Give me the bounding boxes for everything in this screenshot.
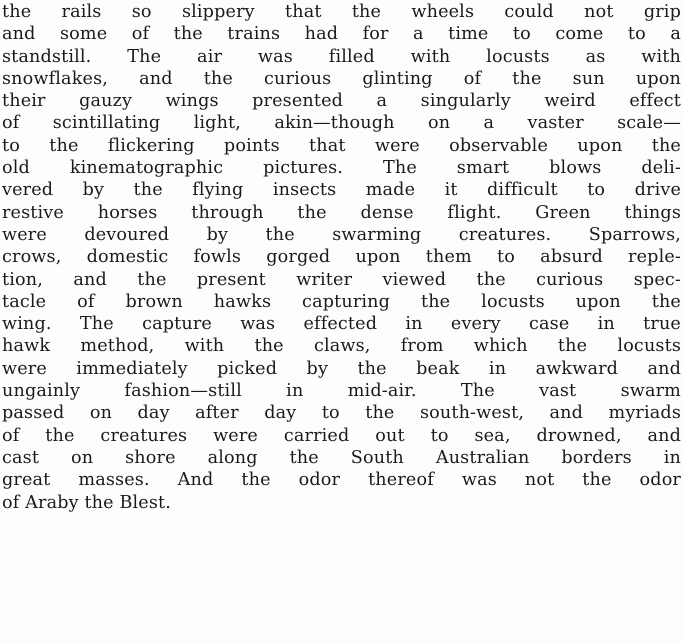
text-line: restive horses through the dense flight. Green things <box>2 202 681 223</box>
text-line: crows, domestic fowls gorged upon them to absurd reple- <box>2 247 681 268</box>
text-line: ungainly fashion—still in mid-air. The vast swarm <box>2 381 681 402</box>
text-line: tacle of brown hawks capturing the locusts upon the <box>2 291 681 312</box>
text-line: passed on day after day to the south-west, and myriads <box>2 403 681 424</box>
text-line: were devoured by the swarming creatures. Sparrows, <box>2 224 681 245</box>
text-line: the rails so slippery that the wheels could not grip <box>2 2 681 22</box>
text-line: to the flickering points that were observable upon the <box>2 135 681 156</box>
text-line: of Araby the Blest. <box>2 492 172 513</box>
text-line: hawk method, with the claws, from which the locusts <box>2 336 681 357</box>
text-line: snowflakes, and the curious glinting of the sun upon <box>2 68 681 89</box>
text-line: of the creatures were carried out to sea, drowned, and <box>2 425 681 446</box>
text-line: wing. The capture was effected in every case in true <box>2 314 681 335</box>
article-text <box>2 1 681 514</box>
text-line: old kinematographic pictures. The smart blows deli- <box>2 158 681 179</box>
text-line: were immediately picked by the beak in awkward and <box>2 358 681 379</box>
text-line: of scintillating light, akin—though on a vaster scale— <box>2 113 681 134</box>
text-line: their gauzy wings presented a singularly weird effect <box>2 91 681 112</box>
text-line: cast on shore along the South Australian borders in <box>2 447 681 468</box>
text-line: vered by the flying insects made it difficult to drive <box>2 180 681 201</box>
text-line: great masses. And the odor thereof was not the odor <box>2 470 681 491</box>
text-line: tion, and the present writer viewed the curious spec- <box>2 269 681 290</box>
text-line: standstill. The air was filled with locusts as with <box>2 46 681 67</box>
text-line: and some of the trains had for a time to come to a <box>2 24 681 45</box>
